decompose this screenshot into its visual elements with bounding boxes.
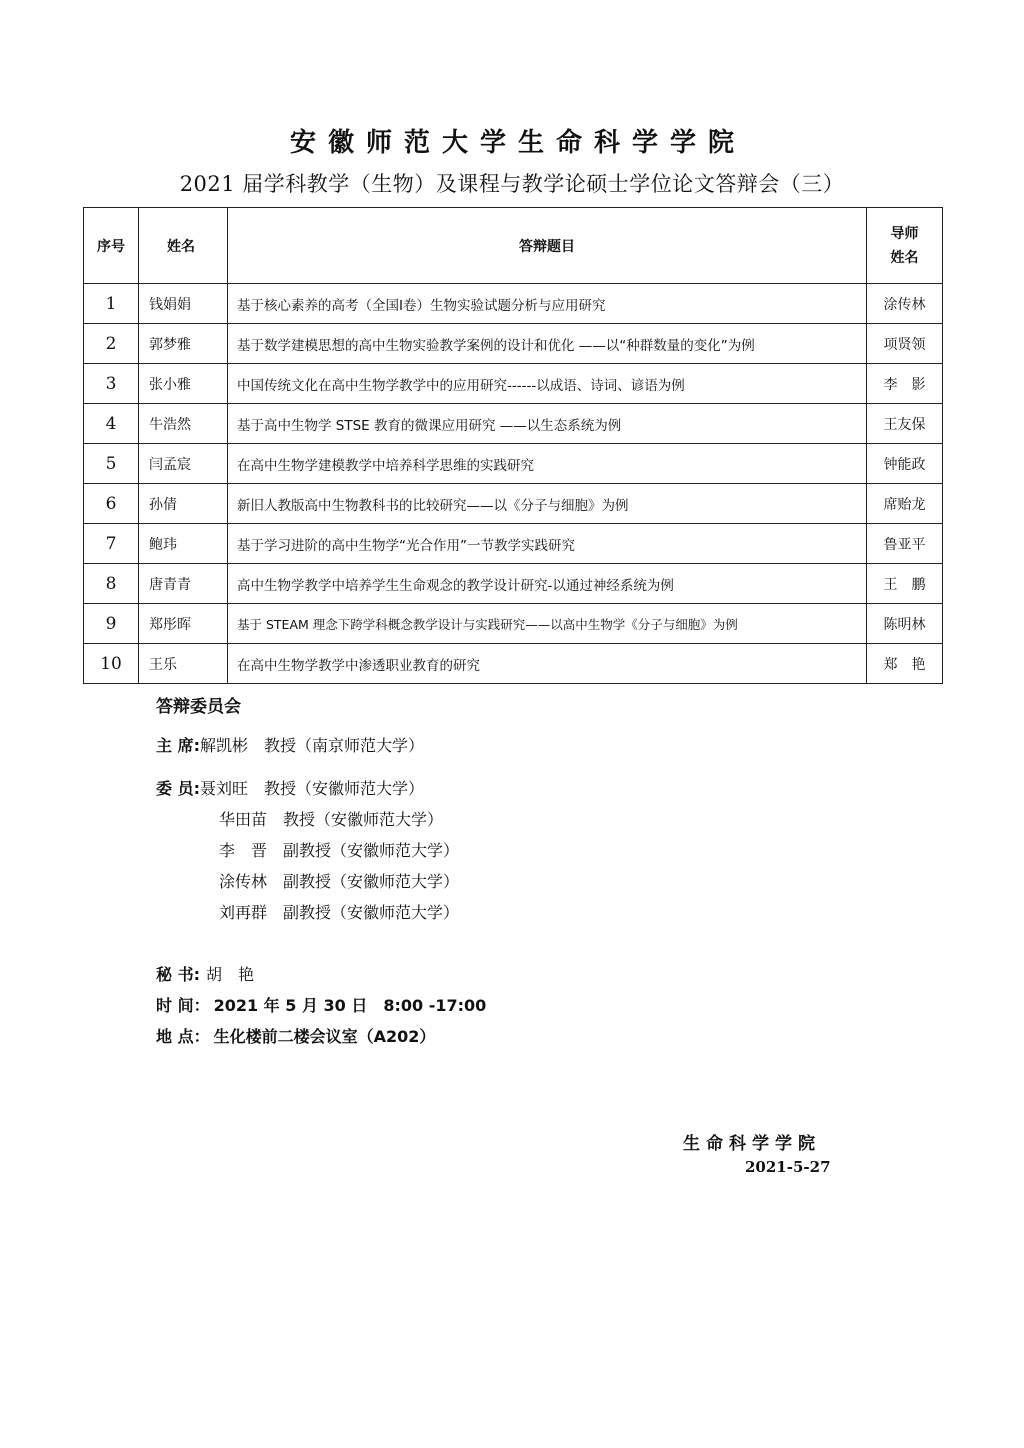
cell-advisor: 王 鹏 <box>867 564 943 604</box>
table-row <box>84 644 943 684</box>
cell-no: 2 <box>84 324 139 364</box>
header-no: 序号 <box>84 208 139 284</box>
cell-no: 8 <box>84 564 139 604</box>
place-label: 地 点： <box>156 1027 210 1046</box>
cell-topic: 基于高中生物学 STSE 教育的微课应用研究 ——以生态系统为例 <box>228 404 867 444</box>
cell-no: 3 <box>84 364 139 404</box>
table-row <box>84 564 943 604</box>
cell-topic: 基于学习进阶的高中生物学“光合作用”一节教学实践研究 <box>228 524 867 564</box>
time-line <box>156 993 486 1016</box>
cell-name: 王乐 <box>139 644 228 684</box>
cell-name: 孙倩 <box>139 484 228 524</box>
header-advisor-line2: 姓名 <box>890 249 919 266</box>
time-value: 2021 年 5 月 30 日 8:00 -17:00 <box>213 996 487 1015</box>
table-row <box>84 444 943 484</box>
secretary-label: 秘 书: <box>156 965 200 984</box>
cell-topic: 高中生物学教学中培养学生生命观念的教学设计研究-以通过神经系统为例 <box>228 564 867 604</box>
cell-no: 4 <box>84 404 139 444</box>
table-row <box>84 484 943 524</box>
cell-topic: 在高中生物学教学中渗透职业教育的研究 <box>228 644 867 684</box>
cell-topic: 基于核心素养的高考（全国Ⅰ卷）生物实验试题分析与应用研究 <box>228 284 867 324</box>
page-title: 安徽师范大学生命科学学院 <box>289 128 746 158</box>
header-advisor <box>867 208 943 284</box>
table-row <box>84 324 943 364</box>
cell-name: 唐青青 <box>139 564 228 604</box>
defense-schedule-table <box>83 207 943 684</box>
cell-name: 郑彤晖 <box>139 604 228 644</box>
members-label: 委 员: <box>156 779 200 798</box>
cell-name: 闫孟宸 <box>139 444 228 484</box>
cell-advisor: 王友保 <box>867 404 943 444</box>
page-subtitle: 2021 届学科教学（生物）及课程与教学论硕士学位论文答辩会（三） <box>179 172 845 196</box>
cell-name: 张小雅 <box>139 364 228 404</box>
table-row <box>84 364 943 404</box>
member-item: 涂传林 副教授（安徽师范大学） <box>219 872 460 891</box>
table-row <box>84 404 943 444</box>
member-item: 聂刘旺 教授（安徽师范大学） <box>199 779 424 798</box>
header-name: 姓名 <box>139 208 228 284</box>
members-line <box>156 776 424 799</box>
cell-topic: 在高中生物学建模教学中培养科学思维的实践研究 <box>228 444 867 484</box>
header-advisor-line1: 导师 <box>890 225 919 242</box>
secretary-value: 胡 艳 <box>205 965 254 984</box>
cell-topic: 中国传统文化在高中生物学教学中的应用研究------以成语、诗词、谚语为例 <box>228 364 867 404</box>
time-label: 时 间： <box>156 996 210 1015</box>
table-row <box>84 604 943 644</box>
secretary-line <box>156 962 254 985</box>
cell-no: 9 <box>84 604 139 644</box>
cell-advisor: 李 影 <box>867 364 943 404</box>
cell-topic: 新旧人教版高中生物教科书的比较研究——以《分子与细胞》为例 <box>228 484 867 524</box>
cell-topic: 基于数学建模思想的高中生物实验教学案例的设计和优化 ——以“种群数量的变化”为例 <box>228 324 867 364</box>
member-item: 李 晋 副教授（安徽师范大学） <box>219 841 460 860</box>
cell-advisor: 涂传林 <box>867 284 943 324</box>
signature-org: 生命科学学院 <box>683 1134 821 1154</box>
cell-advisor: 项贤领 <box>867 324 943 364</box>
cell-name: 郭梦雅 <box>139 324 228 364</box>
cell-advisor: 钟能政 <box>867 444 943 484</box>
committee-heading: 答辩委员会 <box>156 697 241 717</box>
cell-advisor: 郑 艳 <box>867 644 943 684</box>
place-value: 生化楼前二楼会议室（A202） <box>213 1027 436 1046</box>
cell-name: 鲍玮 <box>139 524 228 564</box>
cell-topic: 基于 STEAM 理念下跨学科概念教学设计与实践研究——以高中生物学《分子与细胞》为例 <box>228 604 867 644</box>
member-item: 华田苗 教授（安徽师范大学） <box>219 810 444 829</box>
signature-date: 2021-5-27 <box>745 1158 831 1176</box>
member-item: 刘再群 副教授（安徽师范大学） <box>219 903 460 922</box>
table-row <box>84 524 943 564</box>
cell-advisor: 陈明林 <box>867 604 943 644</box>
cell-advisor: 席贻龙 <box>867 484 943 524</box>
cell-name: 牛浩然 <box>139 404 228 444</box>
cell-no: 7 <box>84 524 139 564</box>
cell-name: 钱娟娟 <box>139 284 228 324</box>
table-header-row <box>84 208 943 284</box>
cell-no: 10 <box>84 644 139 684</box>
table-row <box>84 284 943 324</box>
chair-line <box>156 733 424 756</box>
cell-advisor: 鲁亚平 <box>867 524 943 564</box>
cell-no: 1 <box>84 284 139 324</box>
chair-value: 解凯彬 教授（南京师范大学） <box>199 736 424 755</box>
cell-no: 5 <box>84 444 139 484</box>
cell-no: 6 <box>84 484 139 524</box>
header-topic: 答辩题目 <box>228 208 867 284</box>
place-line <box>156 1024 435 1047</box>
chair-label: 主 席: <box>156 736 200 755</box>
